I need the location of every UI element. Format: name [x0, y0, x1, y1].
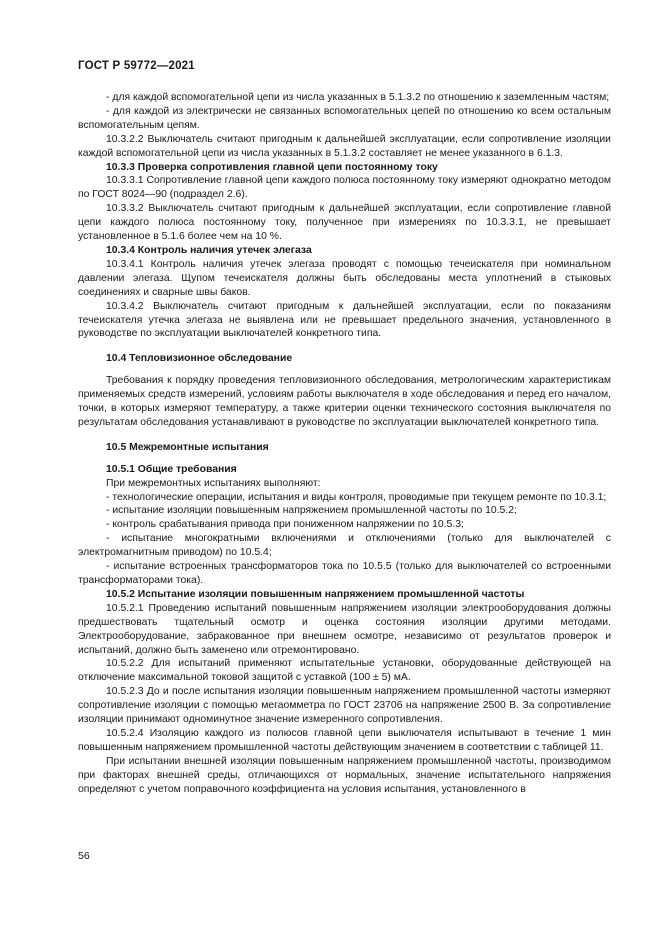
list-item: - контроль срабатывания привода при пониженном напряжении по 10.5.3; [106, 519, 464, 531]
list-item: - испытание изоляции повышенным напряжением промышленной частоты по 10.5.2; [106, 505, 517, 517]
paragraph: 10.3.3.2 Выключатель считают пригодным к дальнейшей эксплуатации, если сопротивление главной цепи каждого полюса постоянному току, полученное при измерениях по 10.3.3.1, не превышает установленное в 5.1.6 более чем на 10 %. [78, 203, 611, 243]
paragraph: 10.5.2.1 Проведению испытаний повышенным напряжением изоляции электрооборудования должны предшествовать тщательный осмотр и оценка состояния изоляции другими методами. Электрооборудование, забракованное при внешнем осмотре, независимо от результатов проверок и испытаний, должно быть заменено или отремонтировано. [78, 602, 611, 656]
paragraph: 10.3.3.1 Сопротивление главной цепи каждого полюса постоянному току измеряют однократно методом по ГОСТ 8024—90 (подраздел 2.6). [78, 175, 611, 201]
paragraph: При испытании внешней изоляции повышенным напряжением промышленной частоты, производимом при факторах внешней среды, отличающихся от нормальных, значение испытательного напряжения определяют с учетом поправочного коэффициента на условия испытания, установленного в [78, 755, 611, 795]
paragraph: 10.3.2.2 Выключатель считают пригодным к дальнейшей эксплуатации, если сопротивление изоляции каждой вспомогательной цепи из числа указанных в 5.1.3.2 составляет не менее указанного в 6.1.3. [78, 133, 611, 159]
paragraph: 10.5.2.4 Изоляцию каждого из полюсов главной цепи выключателя испытывают в течение 1 мин повышенным напряжением промышленной частоты действующим значением в соответствии с таблицей 11. [78, 727, 611, 753]
paragraph: Требования к порядку проведения тепловизионного обследования, метрологическим характеристикам применяемых средств измерений, условиям работы выключателя в ходе обследования и перед его началом, точки, в которых измеряют температуру, а также критерии оценки технического состояния выключателя по результатам обследования устанавливают в руководстве по эксплуатации выключателей конкретного типа. [78, 375, 611, 428]
paragraph: 10.5.2.3 До и после испытания изоляции повышенным напряжением промышленной частоты измеряют сопротивление изоляции с помощью мегаомметра по ГОСТ 23706 на напряжение 2500 В. За сопротивление изоляции принимают одноминутное значение измеренного сопротивления. [78, 686, 611, 726]
paragraph: 10.3.4.1 Контроль наличия утечек элегаза проводят с помощью течеискателя при номинальном давлении элегаза. Щупом течеискателя должны быть обследованы места уплотнений в стыковых соединениях и сварные швы баков. [78, 258, 611, 298]
document-id: ГОСТ Р 59772—2021 [78, 60, 195, 72]
section-heading: 10.4 Тепловизионное обследование [106, 353, 293, 365]
page-number: 56 [78, 850, 90, 862]
paragraph: 10.5.2.2 Для испытаний применяют испытательные установки, оборудованные действующей на отключение максимальной токовой защитой с уставкой (100 ± 5) мА. [78, 658, 611, 684]
list-item: - испытание встроенных трансформаторов тока по 10.5.5 (только для выключателей со встроенными трансформаторами тока). [78, 561, 611, 586]
section-heading: 10.5.2 Испытание изоляции повышенным напряжением промышленной частоты [106, 588, 525, 600]
section-heading: 10.5.1 Общие требования [106, 463, 237, 475]
list-item: - испытание многократными включениями и отключениями (только для выключателей с электромагнитным приводом) по 10.5.4; [78, 533, 611, 559]
paragraph: - для каждой из электрически не связанных вспомогательных цепей по отношению ко всем остальным вспомогательным цепям. [78, 105, 611, 131]
paragraph: - для каждой вспомогательной цепи из числа указанных в 5.1.3.2 по отношению к заземленным частям; [106, 92, 610, 103]
list-item: - технологические операции, испытания и виды контроля, проводимые при текущем ремонте по 10.3.1; [106, 491, 607, 503]
section-heading: 10.5 Межремонтные испытания [106, 441, 269, 453]
page-content [78, 91, 611, 797]
paragraph: При межремонтных испытаниях выполняют: [106, 477, 321, 489]
section-heading: 10.3.4 Контроль наличия утечек элегаза [106, 244, 312, 256]
paragraph: 10.3.4.2 Выключатель считают пригодным к дальнейшей эксплуатации, если по показаниям течеискателя утечка элегаза не выявлена или не превышает предельного значения, установленного в руководстве по эксплуатации выключателей конкретного типа. [78, 300, 611, 340]
section-heading: 10.3.3 Проверка сопротивления главной цепи постоянному току [106, 161, 438, 173]
